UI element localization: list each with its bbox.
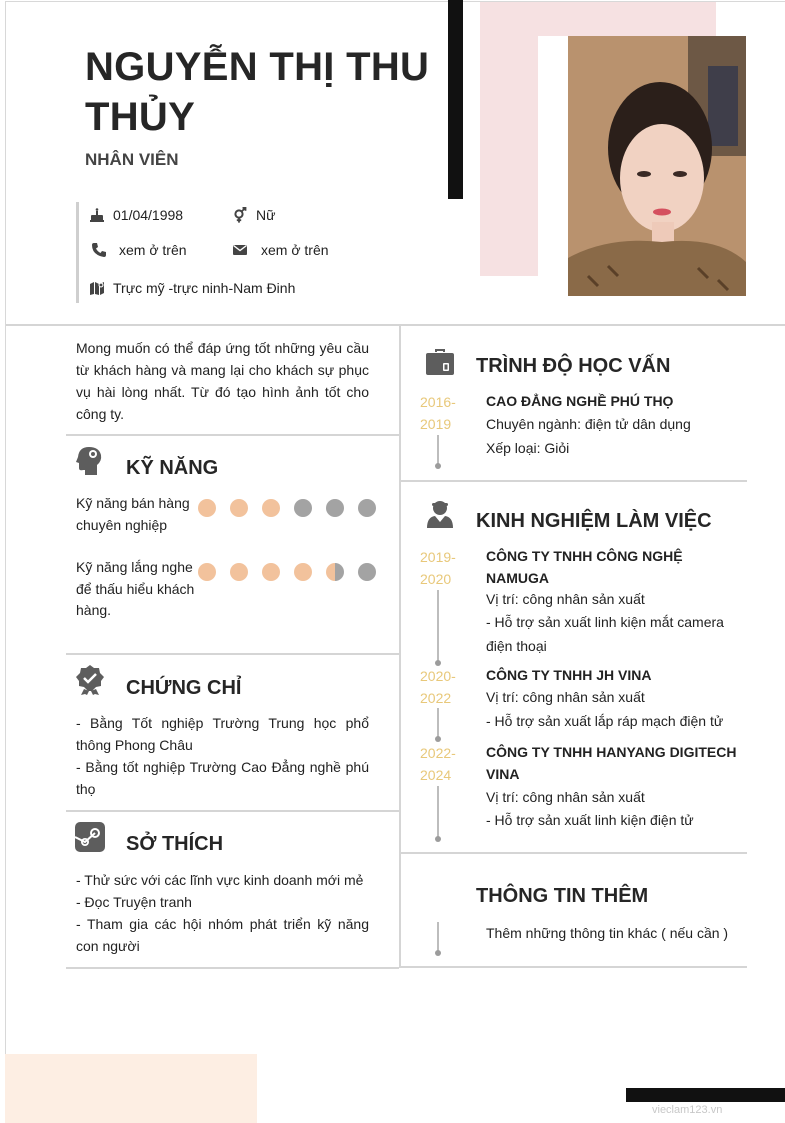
certificates-text: - Bằng Tốt nghiệp Trường Trung học phổ thông Phong Châu - Bằng tốt nghiệp Trường Cao Đẳng nghề phú thọ — [76, 715, 369, 797]
experience-section-icon — [425, 500, 455, 530]
experience-title: KINH NGHIỆM LÀM VIỆC — [476, 510, 712, 532]
header-divider — [6, 324, 785, 326]
skill-name-1: Kỹ năng bán hàng chuyên nghiệp — [76, 495, 190, 533]
contact-divider — [76, 202, 79, 303]
experience-divider — [401, 852, 747, 854]
skill-dot — [262, 499, 280, 517]
skills-section-icon — [75, 445, 105, 475]
experience-timeline-line-3 — [437, 786, 439, 838]
skill-dot — [326, 499, 344, 517]
job-position: NHÂN VIÊN — [85, 150, 179, 169]
experience-desc-2: - Hỗ trợ sản xuất lắp ráp mạch điện tử — [486, 713, 724, 729]
brain-icon — [75, 445, 105, 475]
education-timeline-dot — [435, 463, 441, 469]
education-years: 2016- 2019 — [420, 394, 456, 432]
skill-rating-2 — [198, 563, 376, 581]
experience-years-3: 2022- 2024 — [420, 745, 456, 783]
education-title: TRÌNH ĐỘ HỌC VẤN — [476, 355, 671, 377]
certificates-section-icon — [75, 665, 105, 695]
skill-rating-1 — [198, 499, 376, 517]
skill-dot — [198, 499, 216, 517]
hobbies-title: SỞ THÍCH — [126, 833, 224, 855]
contact-gender — [232, 207, 275, 223]
experience-company-3: CÔNG TY TNHH HANYANG DIGITECH VINA — [486, 744, 737, 782]
experience-company-2: CÔNG TY TNHH JH VINA — [486, 667, 652, 683]
phone-icon — [91, 242, 107, 258]
experience-years-1: 2019- 2020 — [420, 549, 456, 587]
experience-desc-3: - Hỗ trợ sản xuất linh kiện điện tử — [486, 812, 694, 828]
additional-timeline-dot — [435, 950, 441, 956]
education-major: Chuyên ngành: điện tử dân dụng — [486, 416, 691, 432]
skill-dot — [230, 563, 248, 581]
experience-company-1: CÔNG TY TNHH CÔNG NGHỆ NAMUGA — [486, 548, 683, 586]
skill-dot — [262, 563, 280, 581]
experience-timeline-dot-3 — [435, 836, 441, 842]
skill-name-2: Kỹ năng lắng nghe để thấu hiểu khách hàng. — [76, 559, 195, 618]
contact-phone — [91, 242, 187, 258]
user-tie-icon — [425, 500, 455, 530]
profile-photo — [568, 36, 746, 296]
certificates-title: CHỨNG CHỈ — [126, 677, 242, 699]
skill-dot — [294, 499, 312, 517]
additional-info-title: THÔNG TIN THÊM — [476, 885, 649, 907]
education-divider — [401, 480, 747, 482]
experience-desc-1: - Hỗ trợ sản xuất linh kiện mắt camera điện thoại — [486, 614, 724, 654]
gender-value: Nữ — [256, 207, 276, 223]
skill-dot — [294, 563, 312, 581]
education-grade: Xếp loại: Giỏi — [486, 440, 570, 456]
skill-dot — [358, 563, 376, 581]
skill-dot — [198, 563, 216, 581]
steam-icon — [75, 822, 105, 852]
additional-info-text: Thêm những thông tin khác ( nếu cần ) — [486, 925, 729, 941]
phone-value: xem ở trên — [119, 242, 187, 258]
skills-title: KỸ NĂNG — [126, 457, 219, 479]
skill-dot — [358, 499, 376, 517]
footer-black-bar — [626, 1088, 785, 1102]
contact-address — [89, 280, 295, 296]
experience-timeline-line-2 — [437, 708, 439, 738]
education-section-icon — [425, 347, 455, 377]
birthday-cake-icon — [89, 207, 105, 223]
experience-role-3: Vị trí: công nhân sản xuất — [486, 789, 645, 805]
candidate-name: NGUYỄN THỊ THU THỦY — [85, 45, 430, 139]
footer-peach-block — [5, 1054, 257, 1123]
experience-years-2: 2020- 2022 — [420, 668, 456, 706]
watermark: vieclam123.vn — [652, 1104, 723, 1116]
experience-role-1: Vị trí: công nhân sản xuất — [486, 591, 645, 607]
skill-dot — [326, 563, 344, 581]
certificate-icon — [75, 665, 105, 695]
skill-dot — [230, 499, 248, 517]
email-icon — [232, 242, 248, 258]
experience-role-2: Vị trí: công nhân sản xuất — [486, 689, 645, 705]
hobbies-divider — [66, 967, 399, 969]
map-icon — [89, 280, 105, 296]
header-black-bar — [448, 0, 463, 199]
certificates-divider — [66, 810, 399, 812]
contact-birthday — [89, 207, 183, 223]
hobbies-text: - Thử sức với các lĩnh vực kinh doanh mới mẻ - Đọc Truyện tranh - Tham gia các hội nhóm phát triển kỹ năng con người — [76, 872, 369, 954]
additional-timeline-line — [437, 922, 439, 952]
contact-email — [232, 242, 329, 258]
career-objective: Mong muốn có thể đáp ứng tốt những yêu cầu từ khách hàng và mang lại cho khách sự phục vụ hài lòng nhất. Từ đó tạo hình ảnh tốt cho công ty. — [76, 340, 369, 422]
education-school: CAO ĐẲNG NGHỀ PHÚ THỌ — [486, 393, 674, 409]
objective-divider — [66, 434, 399, 436]
birthday-value: 01/04/1998 — [113, 207, 184, 223]
hobbies-section-icon — [75, 822, 105, 852]
additional-divider — [401, 966, 747, 968]
address-value: Trực mỹ -trực ninh-Nam Đinh — [113, 280, 296, 296]
experience-timeline-line-1 — [437, 590, 439, 662]
briefcase-icon — [425, 347, 455, 377]
email-value: xem ở trên — [261, 242, 329, 258]
skills-divider — [66, 653, 399, 655]
column-divider — [399, 326, 401, 968]
gender-icon — [232, 207, 248, 223]
education-timeline-line — [437, 435, 439, 465]
